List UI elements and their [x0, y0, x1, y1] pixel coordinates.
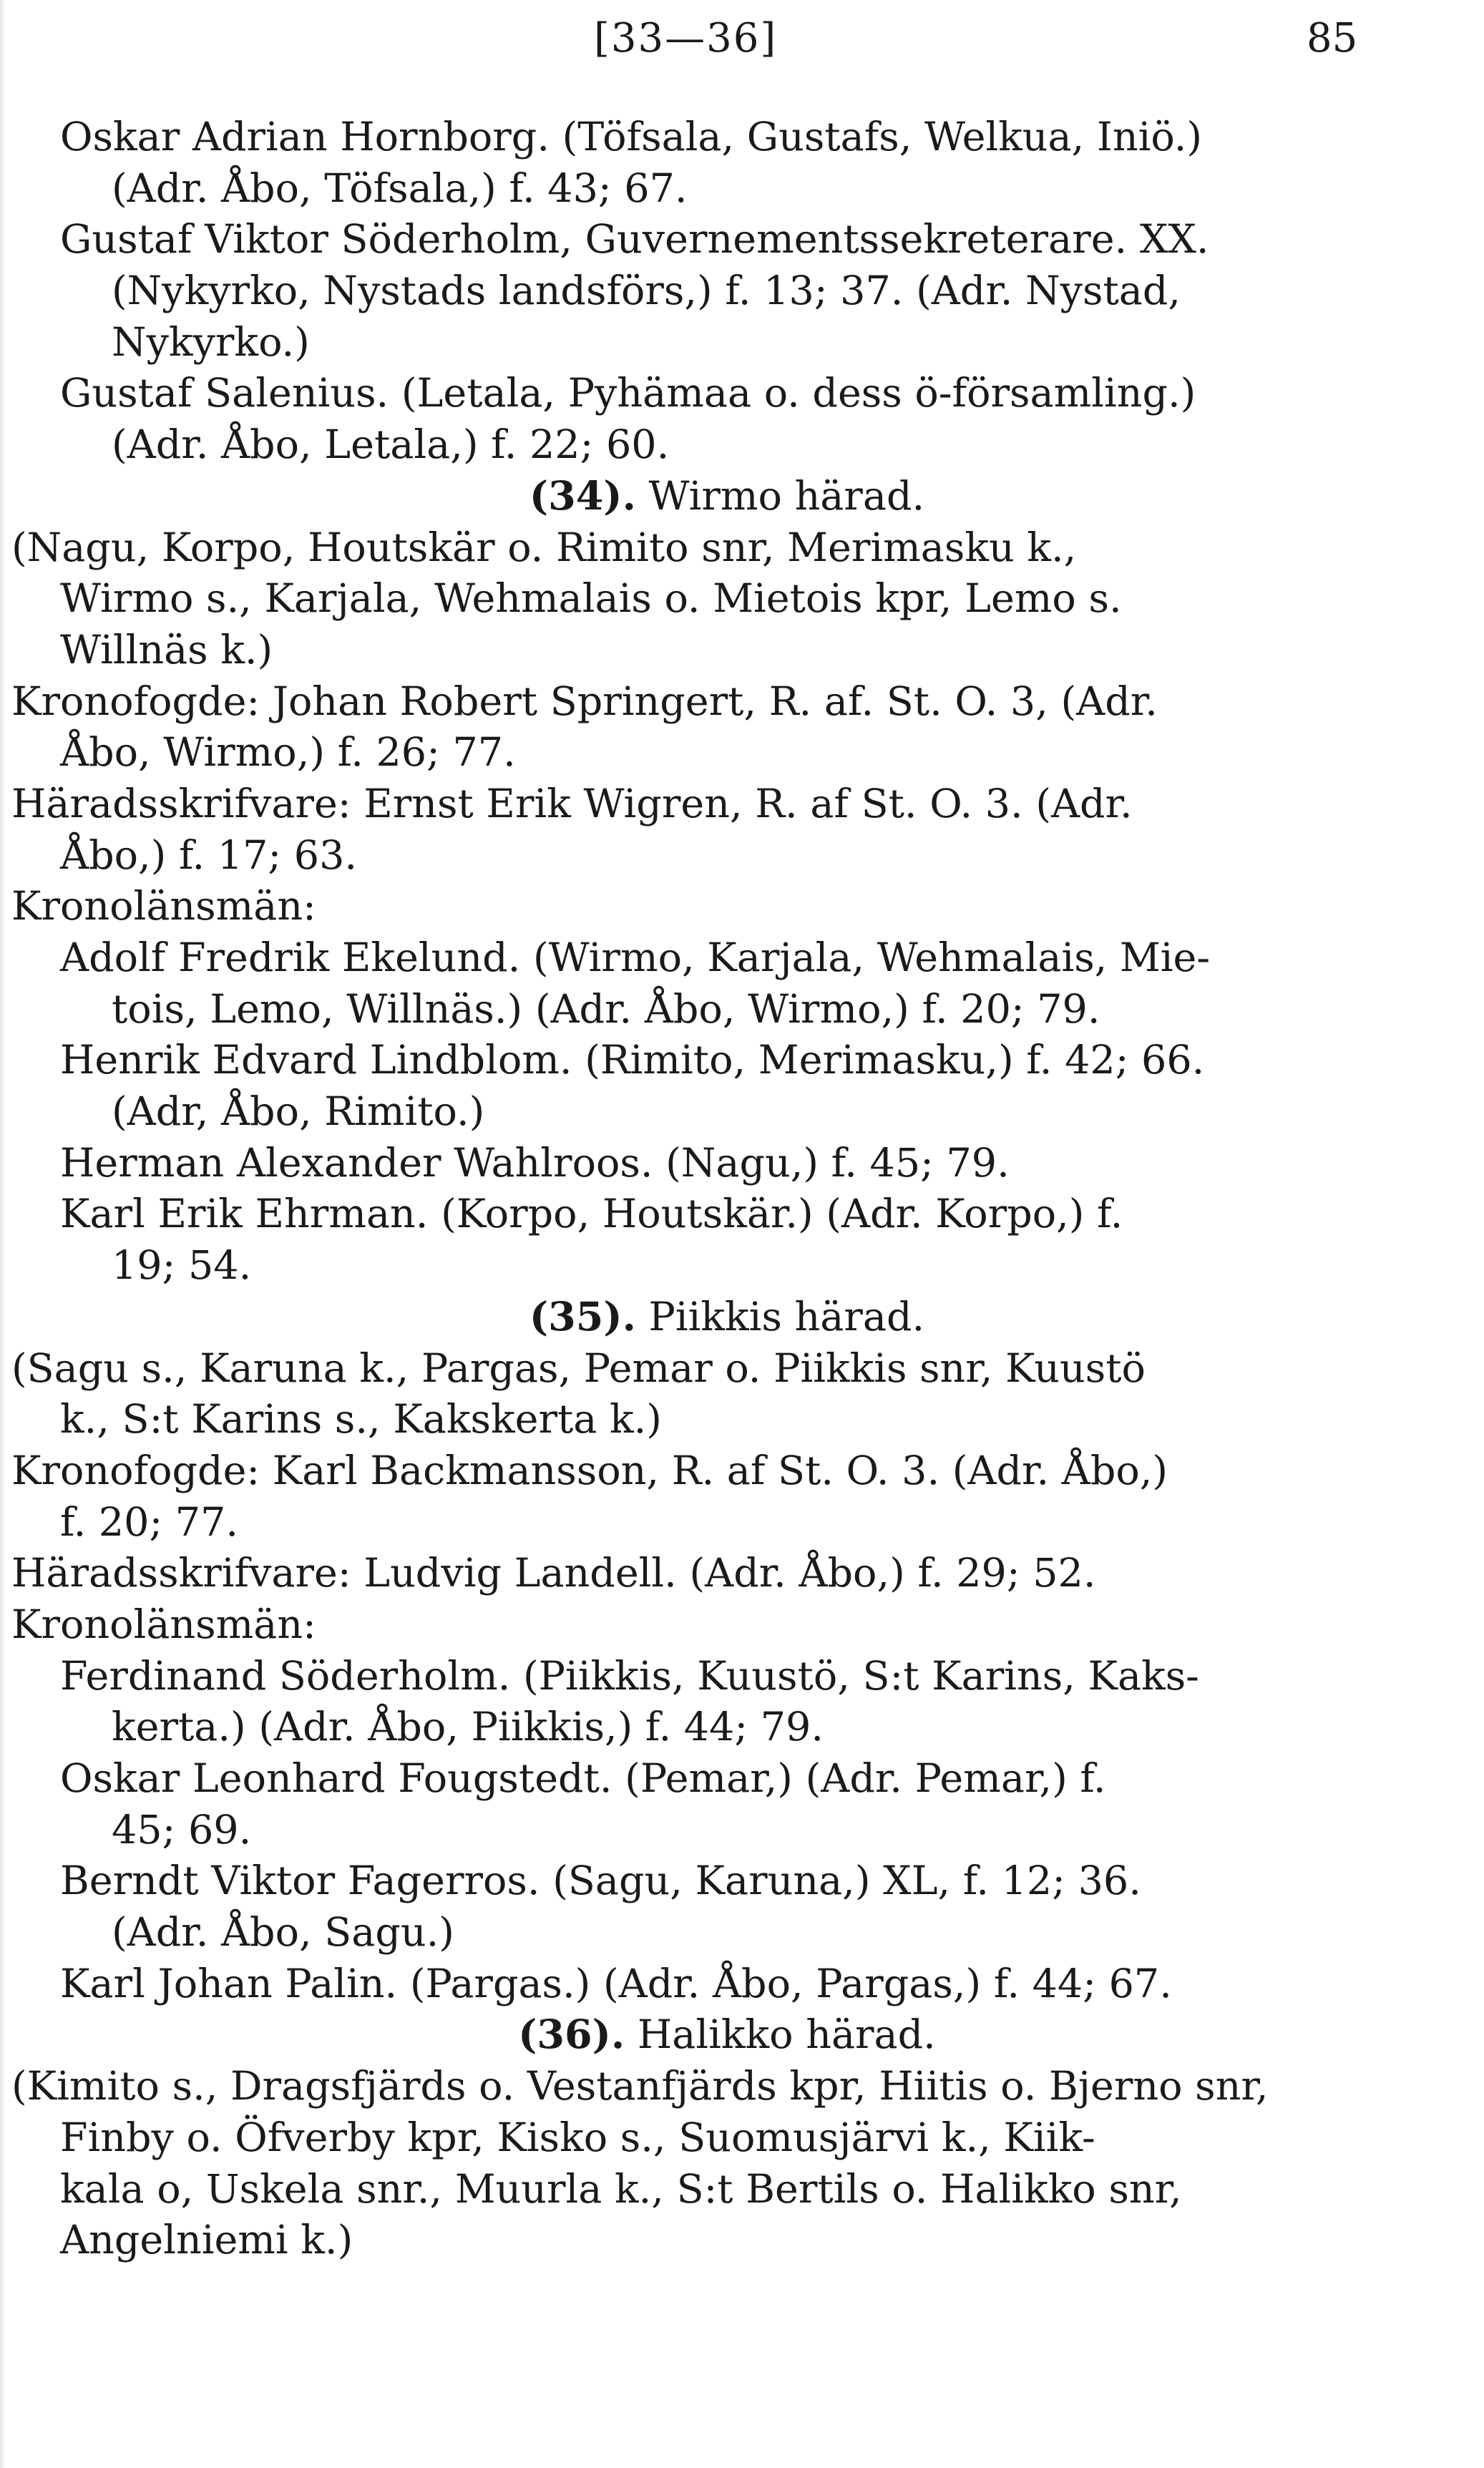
- text-line: Häradsskrifvare: Ernst Erik Wigren, R. af St. O. 3. (Adr.: [11, 780, 1133, 827]
- text-line: Herman Alexander Wahlroos. (Nagu,) f. 45; 79.: [60, 1139, 1010, 1186]
- text-line: Berndt Viktor Fagerros. (Sagu, Karuna,) XL, f. 12; 36.: [60, 1858, 1141, 1905]
- district-heading: [11, 471, 1414, 522]
- district-heading: [11, 1292, 1414, 1343]
- text-line: (Adr. Åbo, Sagu.): [112, 1909, 454, 1956]
- text-line: Nykyrko.): [112, 318, 310, 366]
- text-line: Gustaf Salenius. (Letala, Pyhämaa o. dess ö-församling.): [60, 370, 1196, 417]
- text-line: Willnäs k.): [60, 626, 273, 673]
- text-line: Karl Johan Palin. (Pargas.) (Adr. Åbo, Pargas,) f. 44; 67.: [60, 1960, 1172, 2007]
- text-line: k., S:t Karins s., Kakskerta k.): [60, 1396, 662, 1443]
- text-line: 19; 54.: [112, 1242, 252, 1289]
- district-title: Wirmo härad.: [635, 472, 925, 520]
- text-line: Kronofogde: Karl Backmansson, R. af St. O. 3. (Adr. Åbo,): [11, 1447, 1168, 1494]
- text-line: (Sagu s., Karuna k., Pargas, Pemar o. Piikkis snr, Kuustö: [11, 1345, 1146, 1392]
- text-line: Ferdinand Söderholm. (Piikkis, Kuustö, S:t Karins, Kaks-: [60, 1652, 1199, 1699]
- text-line: Gustaf Viktor Söderholm, Guvernementssekreterare. XX.: [60, 216, 1209, 263]
- text-line: Åbo, Wirmo,) f. 26; 77.: [60, 729, 516, 776]
- text-line: 45; 69.: [112, 1806, 252, 1853]
- text-line: (Nykyrko, Nystads landsförs,) f. 13; 37. (Adr. Nystad,: [112, 268, 1181, 315]
- text-line: tois, Lemo, Willnäs.) (Adr. Åbo, Wirmo,) f. 20; 79.: [112, 985, 1100, 1033]
- district-number: (35).: [529, 1293, 636, 1340]
- text-line: (Nagu, Korpo, Houtskär o. Rimito snr, Merimasku k.,: [11, 524, 1077, 571]
- district-title: Piikkis härad.: [635, 1293, 925, 1340]
- text-line: Åbo,) f. 17; 63.: [60, 831, 358, 879]
- text-line: Kronolänsmän:: [11, 883, 316, 930]
- text-line: Oskar Adrian Hornborg. (Töfsala, Gustafs, Welkua, Iniö.): [60, 114, 1203, 160]
- running-head: [0, 10, 1484, 67]
- text-line: (Adr. Åbo, Töfsala,) f. 43; 67.: [112, 165, 688, 212]
- text-line: (Kimito s., Dragsfjärds o. Vestanfjärds kpr, Hiitis o. Bjerno snr,: [11, 2063, 1269, 2110]
- text-line: Angelniemi k.): [60, 2217, 353, 2264]
- text-line: Finby o. Öfverby kpr, Kisko s., Suomusjärvi k., Kiik-: [60, 2114, 1095, 2161]
- text-line: Oskar Leonhard Fougstedt. (Pemar,) (Adr. Pemar,) f.: [60, 1755, 1106, 1802]
- text-line: kala o, Uskela snr., Muurla k., S:t Bertils o. Halikko snr,: [60, 2165, 1182, 2213]
- text-line: Kronofogde: Johan Robert Springert, R. af. St. O. 3, (Adr.: [11, 678, 1158, 725]
- district-number: (36).: [518, 2011, 625, 2059]
- text-line: (Adr. Åbo, Letala,) f. 22; 60.: [112, 421, 670, 469]
- page-number: 85: [1307, 15, 1358, 62]
- text-line: Häradsskrifvare: Ludvig Landell. (Adr. Åbo,) f. 29; 52.: [11, 1550, 1096, 1597]
- text-line: Adolf Fredrik Ekelund. (Wirmo, Karjala, Wehmalais, Mie-: [60, 935, 1211, 981]
- district-title: Halikko härad.: [625, 2011, 936, 2059]
- district-heading: [11, 2009, 1414, 2061]
- text-line: Karl Erik Ehrman. (Korpo, Houtskär.) (Adr. Korpo,) f.: [60, 1191, 1123, 1238]
- text-line: Henrik Edvard Lindblom. (Rimito, Merimasku,) f. 42; 66.: [60, 1037, 1205, 1084]
- text-line: kerta.) (Adr. Åbo, Piikkis,) f. 44; 79.: [112, 1704, 824, 1751]
- section-range: [33—36]: [594, 15, 778, 62]
- district-number: (34).: [529, 472, 636, 520]
- text-line: Wirmo s., Karjala, Wehmalais o. Mietois kpr, Lemo s.: [60, 575, 1122, 623]
- scan-edge: [0, 0, 6, 2468]
- register-text: [11, 112, 1414, 2266]
- text-line: Kronolänsmän:: [11, 1601, 316, 1648]
- text-line: f. 20; 77.: [60, 1498, 239, 1546]
- text-line: (Adr, Åbo, Rimito.): [112, 1088, 485, 1136]
